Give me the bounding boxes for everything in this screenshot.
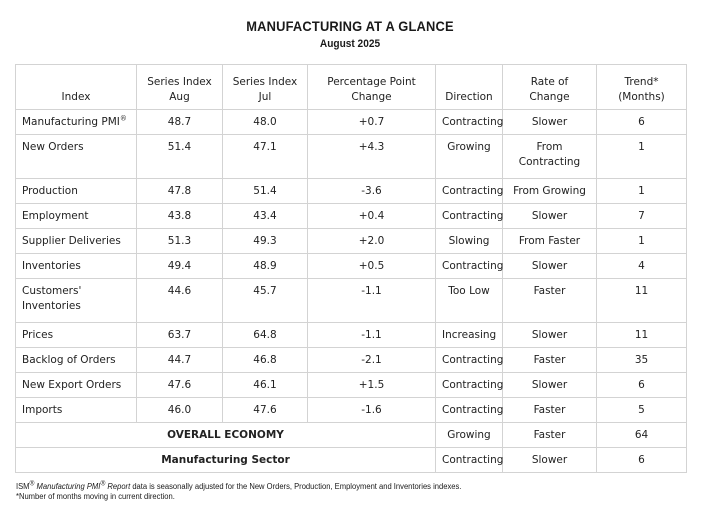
row-jul: 48.9 <box>223 254 308 279</box>
footnote-trend: *Number of months moving in current direction. <box>16 492 175 501</box>
row-rate: From Contracting <box>503 135 597 179</box>
row-trend: 5 <box>597 398 687 423</box>
row-trend: 6 <box>597 110 687 135</box>
row-aug: 44.7 <box>137 348 223 373</box>
row-jul: 47.1 <box>223 135 308 179</box>
footnotes <box>16 482 662 502</box>
row-trend: 11 <box>597 279 687 323</box>
header-row <box>16 65 687 110</box>
table-row <box>16 323 687 348</box>
header-index: Index <box>16 65 137 110</box>
row-index: Inventories <box>16 254 137 279</box>
summary-rate: Faster <box>503 423 597 448</box>
row-jul: 46.8 <box>223 348 308 373</box>
row-jul: 48.0 <box>223 110 308 135</box>
row-change: +0.5 <box>308 254 436 279</box>
row-direction: Growing <box>436 135 503 179</box>
table-row <box>16 204 687 229</box>
row-aug: 49.4 <box>137 254 223 279</box>
row-direction: Contracting <box>436 179 503 204</box>
row-index: New Orders <box>16 135 137 179</box>
row-trend: 1 <box>597 179 687 204</box>
row-aug: 48.7 <box>137 110 223 135</box>
row-change: -2.1 <box>308 348 436 373</box>
manufacturing-table <box>15 64 687 473</box>
row-trend: 7 <box>597 204 687 229</box>
row-rate: Slower <box>503 323 597 348</box>
row-change: +0.7 <box>308 110 436 135</box>
row-direction: Increasing <box>436 323 503 348</box>
row-aug: 47.6 <box>137 373 223 398</box>
table-row <box>16 279 687 323</box>
header-jul: Series Index Jul <box>223 65 308 110</box>
row-direction: Contracting <box>436 110 503 135</box>
row-jul: 45.7 <box>223 279 308 323</box>
row-index: Employment <box>16 204 137 229</box>
row-index: Imports <box>16 398 137 423</box>
row-rate: From Faster <box>503 229 597 254</box>
row-jul: 47.6 <box>223 398 308 423</box>
row-direction: Contracting <box>436 254 503 279</box>
row-change: -1.1 <box>308 279 436 323</box>
summary-label: OVERALL ECONOMY <box>16 423 436 448</box>
summary-label: Manufacturing Sector <box>16 448 436 473</box>
row-index: Customers' Inventories <box>16 279 137 323</box>
page-title: MANUFACTURING AT A GLANCE <box>246 18 454 34</box>
summary-row-overall <box>16 423 687 448</box>
table-row <box>16 398 687 423</box>
row-trend: 11 <box>597 323 687 348</box>
row-rate: Slower <box>503 204 597 229</box>
row-index: Prices <box>16 323 137 348</box>
header-direction: Direction <box>436 65 503 110</box>
row-direction: Contracting <box>436 373 503 398</box>
row-rate: Slower <box>503 254 597 279</box>
row-aug: 63.7 <box>137 323 223 348</box>
row-jul: 43.4 <box>223 204 308 229</box>
row-change: +1.5 <box>308 373 436 398</box>
row-jul: 49.3 <box>223 229 308 254</box>
header-aug: Series Index Aug <box>137 65 223 110</box>
row-index: New Export Orders <box>16 373 137 398</box>
row-rate: Faster <box>503 279 597 323</box>
row-direction: Contracting <box>436 348 503 373</box>
row-aug: 51.4 <box>137 135 223 179</box>
row-index: Manufacturing PMI® <box>16 110 137 135</box>
row-rate: From Growing <box>503 179 597 204</box>
table-row <box>16 254 687 279</box>
footnote-seasonal: ISM® Manufacturing PMI® Report data is seasonally adjusted for the New Orders, Production, Employment and Inventories indexes. <box>16 480 462 491</box>
row-direction: Contracting <box>436 398 503 423</box>
row-trend: 35 <box>597 348 687 373</box>
row-trend: 1 <box>597 229 687 254</box>
summary-direction: Contracting <box>436 448 503 473</box>
row-change: +4.3 <box>308 135 436 179</box>
row-index: Backlog of Orders <box>16 348 137 373</box>
table-row <box>16 179 687 204</box>
row-change: +2.0 <box>308 229 436 254</box>
header-rate: Rate of Change <box>503 65 597 110</box>
row-aug: 44.6 <box>137 279 223 323</box>
header-trend: Trend* (Months) <box>597 65 687 110</box>
row-aug: 47.8 <box>137 179 223 204</box>
row-change: +0.4 <box>308 204 436 229</box>
row-rate: Slower <box>503 373 597 398</box>
row-direction: Contracting <box>436 204 503 229</box>
table-row <box>16 373 687 398</box>
row-change: -1.6 <box>308 398 436 423</box>
header-change: Percentage Point Change <box>308 65 436 110</box>
row-jul: 46.1 <box>223 373 308 398</box>
table-row <box>16 348 687 373</box>
row-change: -1.1 <box>308 323 436 348</box>
table-row <box>16 229 687 254</box>
row-jul: 51.4 <box>223 179 308 204</box>
row-direction: Slowing <box>436 229 503 254</box>
row-index: Production <box>16 179 137 204</box>
summary-direction: Growing <box>436 423 503 448</box>
row-aug: 43.8 <box>137 204 223 229</box>
row-trend: 6 <box>597 373 687 398</box>
table-row <box>16 135 687 179</box>
summary-trend: 6 <box>597 448 687 473</box>
row-trend: 1 <box>597 135 687 179</box>
row-aug: 51.3 <box>137 229 223 254</box>
row-rate: Faster <box>503 398 597 423</box>
row-aug: 46.0 <box>137 398 223 423</box>
summary-trend: 64 <box>597 423 687 448</box>
page-subtitle: August 2025 <box>319 38 381 50</box>
row-index: Supplier Deliveries <box>16 229 137 254</box>
row-trend: 4 <box>597 254 687 279</box>
row-rate: Faster <box>503 348 597 373</box>
row-direction: Too Low <box>436 279 503 323</box>
row-change: -3.6 <box>308 179 436 204</box>
table-row <box>16 110 687 135</box>
row-rate: Slower <box>503 110 597 135</box>
summary-row-manufacturing <box>16 448 687 473</box>
summary-rate: Slower <box>503 448 597 473</box>
row-jul: 64.8 <box>223 323 308 348</box>
